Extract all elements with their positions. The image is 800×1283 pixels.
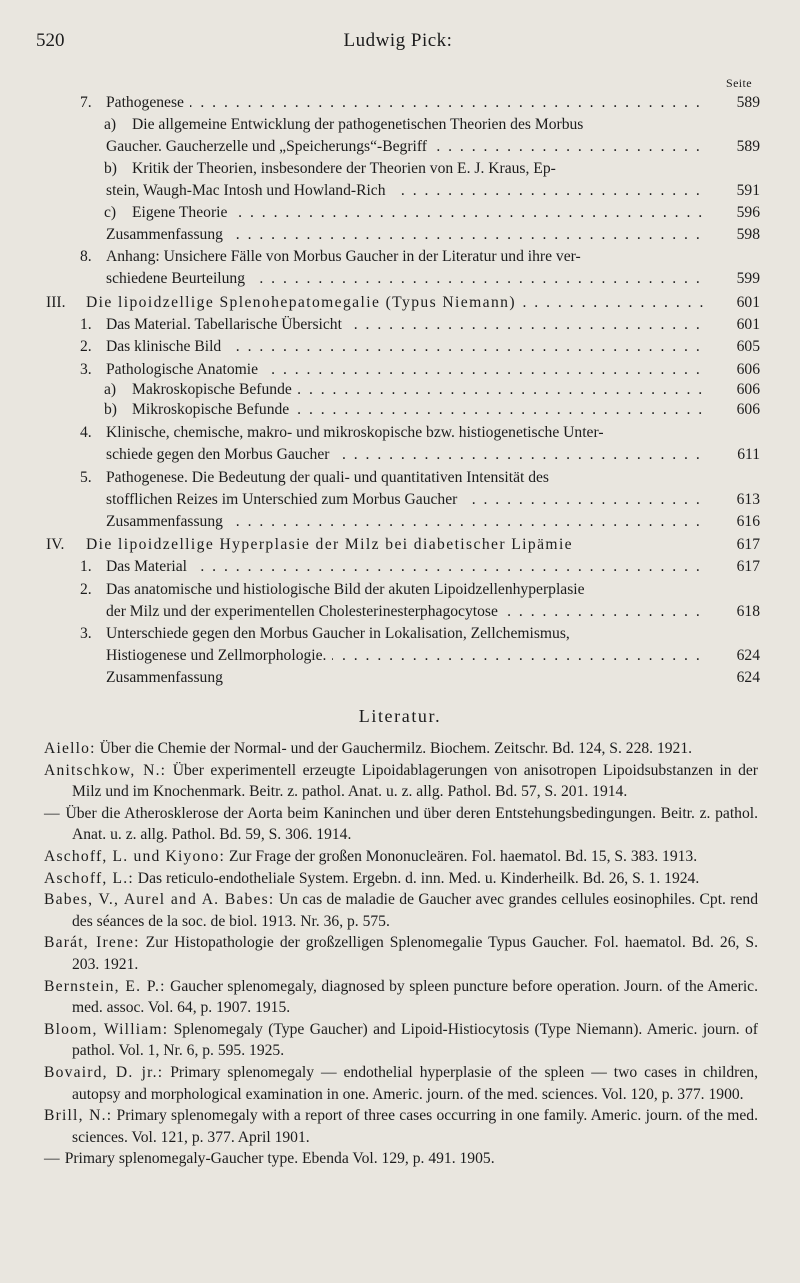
toc-entry-page: 591 xyxy=(736,182,760,199)
toc-entry-number: III. xyxy=(46,294,66,311)
toc-entry-page: 611 xyxy=(737,446,760,463)
toc-row xyxy=(0,603,760,625)
toc-entry-page: 606 xyxy=(736,381,760,398)
literature-author: Barát, Irene: xyxy=(44,934,140,952)
literature-author: Babes, V., Aurel and A. Babes: xyxy=(44,891,275,909)
literature-citation: Primary splenomegaly-Gaucher type. Ebenda Vol. 129, p. 491. 1905. xyxy=(60,1150,495,1168)
toc-entry-title: Klinische, chemische, makro- und mikroskopische bzw. histiogenetische Unter- xyxy=(106,424,610,441)
toc-entry-page: 616 xyxy=(736,513,760,530)
toc-entry-title: Das anatomische und histiologische Bild der akuten Lipoidzellenhyperplasie xyxy=(106,581,591,598)
toc-entry-page: 618 xyxy=(736,603,760,620)
toc-row xyxy=(0,160,760,182)
toc-entry-page: 606 xyxy=(736,361,760,378)
toc-row xyxy=(0,581,760,603)
literature-author: Bovaird, D. jr.: xyxy=(44,1063,164,1081)
literature-author: Bernstein, E. P.: xyxy=(44,977,166,995)
toc-entry-title: Eigene Theorie xyxy=(132,204,233,221)
toc-entry-title: Makroskopische Befunde xyxy=(132,381,298,398)
toc-entry-title: Pathogenese xyxy=(106,94,190,111)
literature-author: — xyxy=(44,804,61,822)
literature-author: Aschoff, L. und Kiyono: xyxy=(44,847,226,865)
toc-row xyxy=(0,138,760,160)
toc-row xyxy=(0,513,760,535)
toc-entry-page: 589 xyxy=(736,94,760,111)
toc-row xyxy=(0,270,760,292)
literature-citation: Un cas de maladie de Gaucher avec grandes cellules eosinophiles. Cpt. rend des séances de la soc. de biol. 1913. Nr. 36, p. 575. xyxy=(72,891,759,930)
toc-row xyxy=(0,469,760,491)
toc-entry-title: Kritik der Theorien, insbesondere der Theorien von E. J. Kraus, Ep- xyxy=(132,160,562,177)
literature-citation: Splenomegaly (Type Gaucher) and Lipoid-Histiocytosis (Type Niemann). Americ. journ. of pathol. Vol. 1, Nr. 6, p. 595. 1925. xyxy=(72,1020,758,1060)
seite-label: Seite xyxy=(726,76,752,90)
toc-entry-number: a) xyxy=(104,116,117,133)
toc-entry-number: IV. xyxy=(46,536,65,553)
toc-entry-title: stofflichen Reizes im Unterschied zum Morbus Gaucher xyxy=(106,491,463,508)
literature-entry xyxy=(44,846,758,868)
toc-row xyxy=(0,401,760,423)
toc-entry-title: Die allgemeine Entwicklung der pathogenetischen Theorien des Morbus xyxy=(132,116,589,133)
toc-entry-number: 3. xyxy=(80,361,92,378)
running-head-author: Ludwig Pick: xyxy=(343,30,453,51)
toc-entry-page: 601 xyxy=(736,294,760,311)
toc-entry-title: Histiogenese und Zellmorphologie. xyxy=(106,647,332,664)
literature-list xyxy=(44,738,758,1170)
toc-entry-number: a) xyxy=(104,381,117,398)
toc-entry-title: Unterschiede gegen den Morbus Gaucher in Lokalisation, Zellchemismus, xyxy=(106,625,576,642)
literature-citation: Zur Frage der großen Mononucleären. Fol. haematol. Bd. 15, S. 383. 1913. xyxy=(225,847,698,865)
toc-entry-title: Pathogenese. Die Bedeutung der quali- und quantitativen Intensität des xyxy=(106,469,555,486)
toc-row xyxy=(0,381,760,403)
toc-entry-number: 4. xyxy=(80,424,92,441)
toc-row xyxy=(0,491,760,513)
literature-entry xyxy=(44,1148,758,1170)
toc-entry-number: 2. xyxy=(80,338,92,355)
toc-entry-number: c) xyxy=(104,204,117,221)
literature-heading: Literatur. xyxy=(358,706,442,726)
literature-citation: Über experimentell erzeugte Lipoidablagerungen von anisotropen Lipoidsubstanzen in der Milz und im Knochenmark. Beitr. z. pathol. Anat. u. z. allg. Pathol. Bd. 57, S. 201. 1914. xyxy=(72,761,758,801)
toc-entry-title: Mikroskopische Befunde xyxy=(132,401,295,418)
toc-entry-title: Gaucher. Gaucherzelle und „Speicherungs“-Begriff xyxy=(106,138,433,155)
literature-citation: Gaucher splenomegaly, diagnosed by spleen puncture before operation. Journ. of the Americ. med. assoc. Vol. 64, p. 1907. 1915. xyxy=(72,977,758,1017)
literature-author: Anitschkow, N.: xyxy=(44,761,167,779)
toc-entry-number: 1. xyxy=(80,316,92,333)
toc-entry-number: b) xyxy=(104,401,117,418)
toc-row xyxy=(0,316,760,338)
toc-entry-title: schiedene Beurteilung xyxy=(106,270,251,287)
literature-author: Brill, N.: xyxy=(44,1107,113,1125)
toc-entry-page: 605 xyxy=(736,338,760,355)
toc-entry-title: Das Material xyxy=(106,558,193,575)
literature-citation: Primary splenomegaly with a report of three cases occurring in one family. Americ. journ. of the med. sciences. Vol. 121, p. 377. April 1901. xyxy=(72,1107,759,1146)
toc-entry-number: 5. xyxy=(80,469,92,486)
toc-row xyxy=(0,669,760,691)
toc-entry-page: 624 xyxy=(736,647,760,664)
toc-entry-page: 617 xyxy=(736,536,760,553)
toc-entry-title: schiede gegen den Morbus Gaucher xyxy=(106,446,335,463)
toc-entry-title: Zusammenfassung xyxy=(106,669,229,686)
literature-entry xyxy=(44,803,758,846)
toc-row xyxy=(0,647,760,669)
toc-entry-title: Pathologische Anatomie xyxy=(106,361,264,378)
literature-entry xyxy=(44,932,758,975)
toc-entry-title: Die lipoidzellige Hyperplasie der Milz bei diabetischer Lipämie xyxy=(86,536,579,553)
literature-citation: Über die Chemie der Normal- und der Gauchermilz. Biochem. Zeitschr. Bd. 124, S. 228. 1921. xyxy=(95,740,693,757)
toc-entry-page: 601 xyxy=(736,316,760,333)
toc-entry-page: 617 xyxy=(736,558,760,575)
toc-entry-number: 3. xyxy=(80,625,92,642)
running-header xyxy=(36,30,760,54)
literature-entry xyxy=(44,976,758,1019)
toc-entry-page: 599 xyxy=(736,270,760,287)
literature-entry xyxy=(44,1019,758,1062)
toc-entry-page: 596 xyxy=(736,204,760,221)
toc-entry-page: 606 xyxy=(736,401,760,418)
toc-row xyxy=(0,536,760,558)
toc-entry-title: Zusammenfassung xyxy=(106,513,229,530)
literature-entry xyxy=(44,889,758,932)
toc-entry-title: Zusammenfassung xyxy=(106,226,229,243)
toc-entry-number: 2. xyxy=(80,581,92,598)
toc-entry-title: Das klinische Bild xyxy=(106,338,227,355)
toc-entry-number: 7. xyxy=(80,94,92,111)
toc-entry-title: Die lipoidzellige Splenohepatomegalie (Typus Niemann) xyxy=(86,294,522,311)
literature-author: Bloom, William: xyxy=(44,1020,169,1038)
toc-row xyxy=(0,625,760,647)
toc-entry-title: Anhang: Unsichere Fälle von Morbus Gaucher in der Literatur und ihre ver- xyxy=(106,248,587,265)
literature-entry xyxy=(44,1062,758,1105)
toc-entry-page: 624 xyxy=(736,669,760,686)
literature-author: Aiello: xyxy=(44,740,96,757)
toc-row xyxy=(0,94,760,116)
toc-entry-page: 598 xyxy=(736,226,760,243)
page-number: 520 xyxy=(36,30,65,51)
toc-entry-number: 1. xyxy=(80,558,92,575)
toc-entry-page: 613 xyxy=(736,491,760,508)
literature-citation: Das reticulo-endotheliale System. Ergebn. d. inn. Med. u. Kinderheilk. Bd. 26, S. 1. 1924. xyxy=(133,869,700,887)
toc-row xyxy=(0,182,760,204)
literature-author: Aschoff, L.: xyxy=(44,869,134,887)
literature-citation: Über die Atherosklerose der Aorta beim Kaninchen und über deren Entstehungsbedingungen. Beitr. z. pathol. Anat. u. z. allg. Pathol. Bd. 59, S. 306. 1914. xyxy=(60,804,758,844)
literature-citation: Zur Histopathologie der großzelligen Splenomegalie Typus Gaucher. Fol. haematol. Bd. 26, S. 203. 1921. xyxy=(72,934,758,973)
literature-entry xyxy=(44,738,758,760)
toc-row xyxy=(0,361,760,383)
toc-row xyxy=(0,424,760,446)
toc-row xyxy=(0,446,760,468)
toc-row xyxy=(0,294,760,316)
literature-entry xyxy=(44,868,758,890)
toc-entry-number: 8. xyxy=(80,248,92,265)
toc-entry-number: b) xyxy=(104,160,117,177)
toc-row xyxy=(0,226,760,248)
toc-entry-title: Das Material. Tabellarische Übersicht xyxy=(106,316,348,333)
toc-entry-page: 589 xyxy=(736,138,760,155)
toc-entry-title: stein, Waugh-Mac Intosh und Howland-Rich xyxy=(106,182,392,199)
toc-row xyxy=(0,204,760,226)
toc-row xyxy=(0,558,760,580)
literature-author: — xyxy=(44,1150,61,1168)
literature-citation: Primary splenomegaly — endothelial hyperplasie of the spleen — two cases in children, autopsy and morphological examination in one. Americ. journ. of the med. sciences. Vol. 120, p. 377. 1900. xyxy=(72,1063,758,1103)
toc-entry-title: der Milz und der experimentellen Cholesterinesterphagocytose xyxy=(106,603,504,620)
literature-entry xyxy=(44,1105,758,1148)
toc-row xyxy=(0,338,760,360)
toc-row xyxy=(0,116,760,138)
literature-entry xyxy=(44,760,758,803)
toc-row xyxy=(0,248,760,270)
